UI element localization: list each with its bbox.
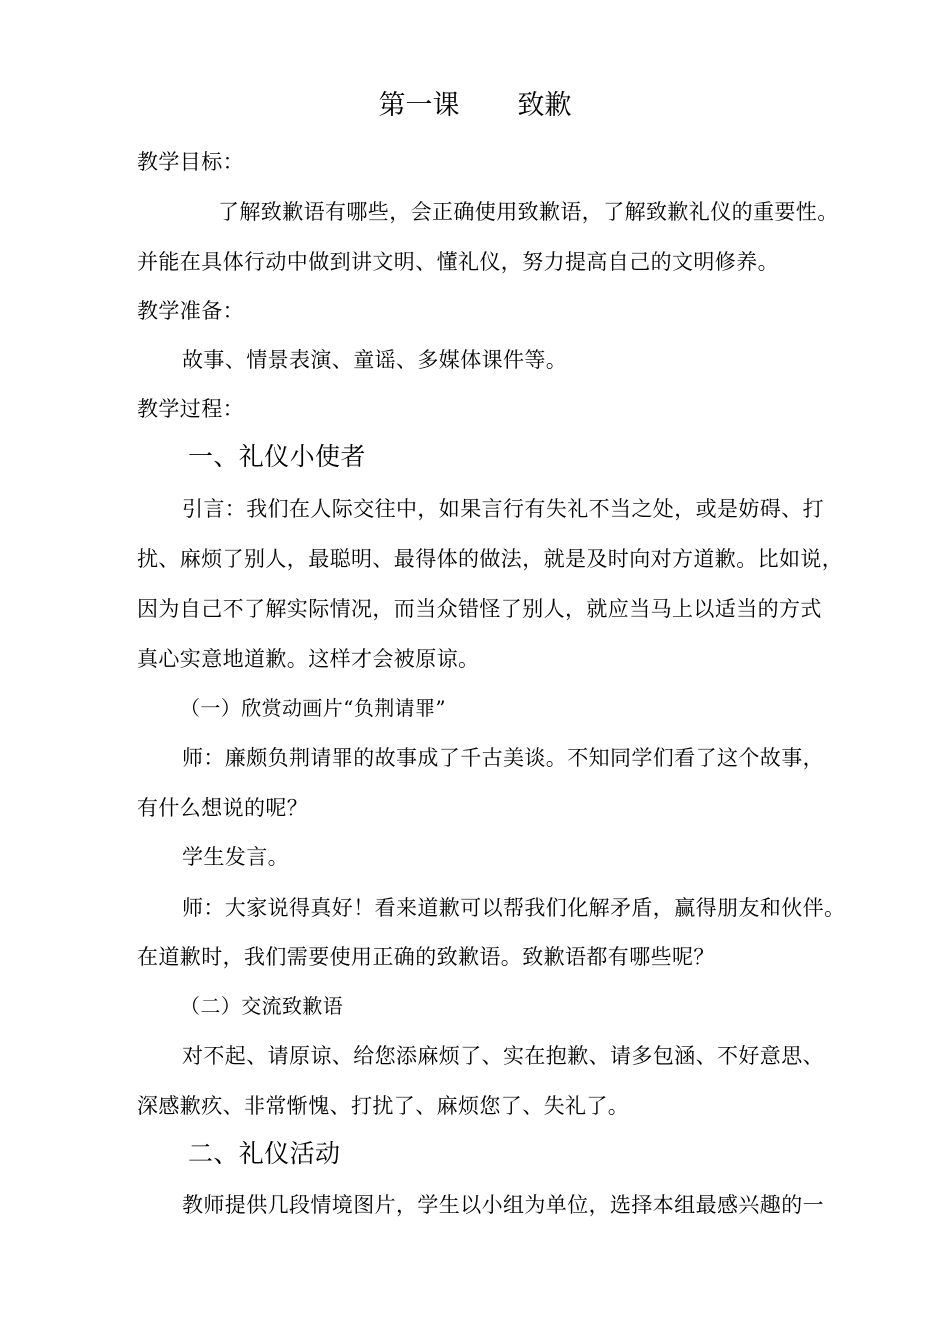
teacher1-line-1: 师：廉颇负荆请罪的故事成了千古美谈。不知同学们看了这个故事， (182, 746, 824, 770)
lesson-number: 第一课 (378, 90, 460, 121)
lesson-name: 致歉 (517, 90, 572, 121)
activity-line-1: 教师提供几段情境图片，学生以小组为单位，选择本组最感兴趣的一 (182, 1193, 824, 1217)
student-speak: 学生发言。 (182, 845, 289, 869)
phrases-line-2: 深感歉疚、非常惭愧、打扰了、麻烦您了、失礼了。 (137, 1094, 630, 1118)
intro-line-1: 引言：我们在人际交往中，如果言行有失礼不当之处，或是妨碍、打 (182, 497, 824, 521)
part2-heading: 二、礼仪活动 (188, 1139, 341, 1168)
phrases-line-1: 对不起、请原谅、给您添麻烦了、实在抱歉、请多包涵、不好意思、 (182, 1044, 824, 1068)
part1-heading: 一、礼仪小使者 (188, 442, 366, 471)
sub2-heading: （二）交流致歉语 (180, 994, 344, 1018)
prep-label: 教学准备： (137, 299, 244, 323)
goals-label: 教学目标： (137, 150, 244, 174)
teacher2-line-1: 师：大家说得真好！看来道歉可以帮我们化解矛盾，赢得朋友和伙伴。 (182, 896, 846, 920)
intro-line-3: 因为自己不了解实际情况，而当众错怪了别人，就应当马上以适当的方式 (137, 597, 822, 621)
lesson-title (0, 88, 950, 124)
goals-text-line-2: 并能在具体行动中做到讲文明、懂礼仪，努力提高自己的文明修养。 (137, 250, 779, 274)
intro-line-2: 扰、麻烦了别人，最聪明、最得体的做法，就是及时向对方道歉。比如说， (137, 547, 844, 571)
intro-line-4: 真心实意地道歉。这样才会被原谅。 (137, 647, 480, 671)
teacher1-line-2: 有什么想说的呢？ (137, 796, 309, 820)
teacher2-line-2: 在道歉时，我们需要使用正确的致歉语。致歉语都有哪些呢？ (137, 945, 715, 969)
process-label: 教学过程： (137, 397, 244, 421)
prep-text: 故事、情景表演、童谣、多媒体课件等。 (182, 348, 568, 372)
goals-text-line-1: 了解致歉语有哪些，会正确使用致歉语，了解致歉礼仪的重要性。 (218, 200, 839, 224)
sub1-heading: （一）欣赏动画片“负荆请罪” (180, 696, 447, 720)
